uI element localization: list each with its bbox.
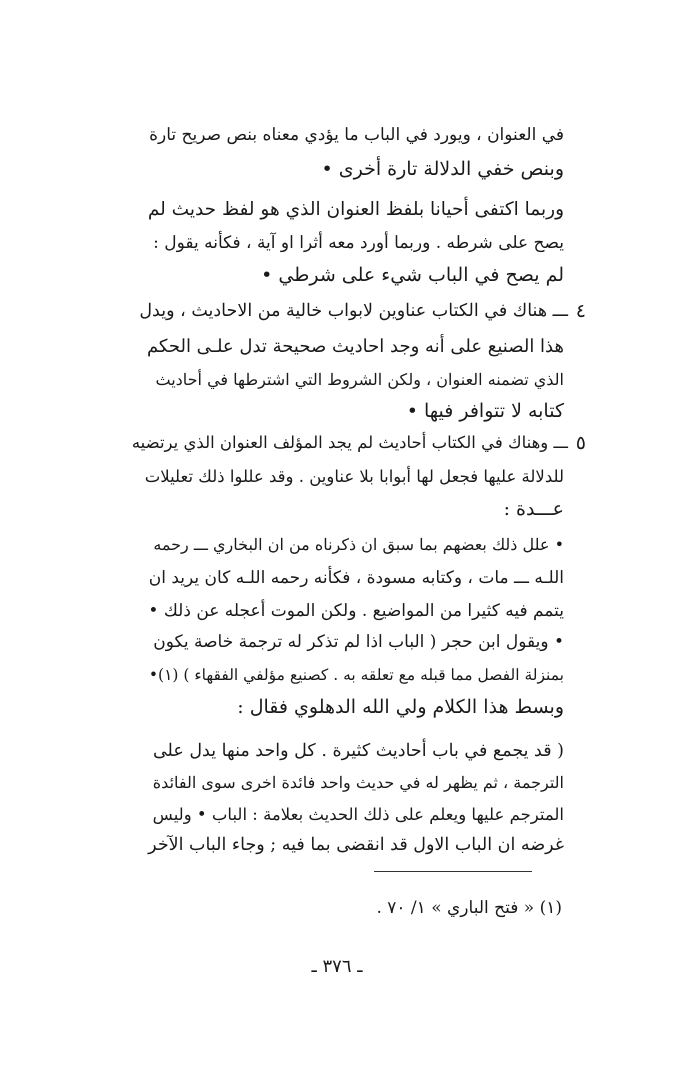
text-line: وبسط هذا الكلام ولي الله الدهلوي فقال :: [237, 696, 564, 718]
text-line: بمنزلة الفصل مما قبله مع تعلقه به . كصنيع مؤلفي الفقهاء ) (١)•: [148, 666, 564, 684]
item-number-5: ٥: [575, 432, 586, 454]
text-line: عـــدة :: [503, 498, 564, 520]
text-line: كتابه لا تتوافر فيها •: [406, 400, 564, 422]
text-line: للدلالة عليها فجعل لها أبوابا بلا عناوين . وقد عللوا ذلك تعليلات: [144, 467, 564, 486]
text-line: ( قد يجمع في باب أحاديث كثيرة . كل واحد منها يدل على: [152, 741, 564, 761]
text-line: ـــ وهناك في الكتاب أحاديث لم يجد المؤلف العنوان الذي يرتضيه: [131, 433, 568, 452]
footnote: (١) « فتح الباري » ١/ ٧٠ .: [376, 898, 562, 918]
text-line: يصح على شرطه . وربما أورد معه أثرا او آية ، فكأنه يقول :: [153, 233, 564, 253]
text-line: غرضه ان الباب الاول قد انقضى بما فيه ; وجاء الباب الآخر: [148, 835, 564, 855]
text-line: وربما اكتفى أحيانا بلفظ العنوان الذي هو لفظ حديث لم: [147, 199, 564, 220]
text-line: • ويقول ابن حجر ( الباب اذا لم تذكر له ترجمة خاصة يكون: [153, 632, 564, 652]
text-line: • علل ذلك بعضهم بما سبق ان ذكرناه من ان البخاري ـــ رحمه: [153, 535, 564, 554]
text-line: المترجم عليها ويعلم على ذلك الحديث بعلامة : الباب • وليس: [152, 805, 564, 824]
text-line: هذا الصنيع على أنه وجد احاديث صحيحة تدل علـى الحكم: [146, 336, 564, 357]
page-number: ـ ٣٧٦ ـ: [311, 956, 363, 977]
text-line: يتمم فيه كثيرا من المواضيع . ولكن الموت أعجله عن ذلك •: [148, 601, 564, 621]
text-line: ـــ هناك في الكتاب عناوين لابواب خالية من الاحاديث ، ويدل: [139, 301, 568, 321]
footnote-divider: [374, 871, 532, 872]
text-line: الذي تضمنه العنوان ، ولكن الشروط التي اشترطها في أحاديث: [155, 370, 564, 389]
text-line: وبنص خفي الدلالة تارة أخرى •: [321, 158, 564, 180]
text-line: في العنوان ، ويورد في الباب ما يؤدي معناه بنص صريح تارة: [149, 125, 564, 145]
text-line: اللـه ـــ مات ، وكتابه مسودة ، فكأنه رحمه اللـه كان يريد ان: [148, 568, 564, 588]
text-line: لم يصح في الباب شيء على شرطي •: [261, 264, 564, 286]
text-line: الترجمة ، ثم يظهر له في حديث واحد فائدة اخرى سوى الفائدة: [152, 773, 564, 792]
item-number-4: ٤: [575, 300, 586, 322]
